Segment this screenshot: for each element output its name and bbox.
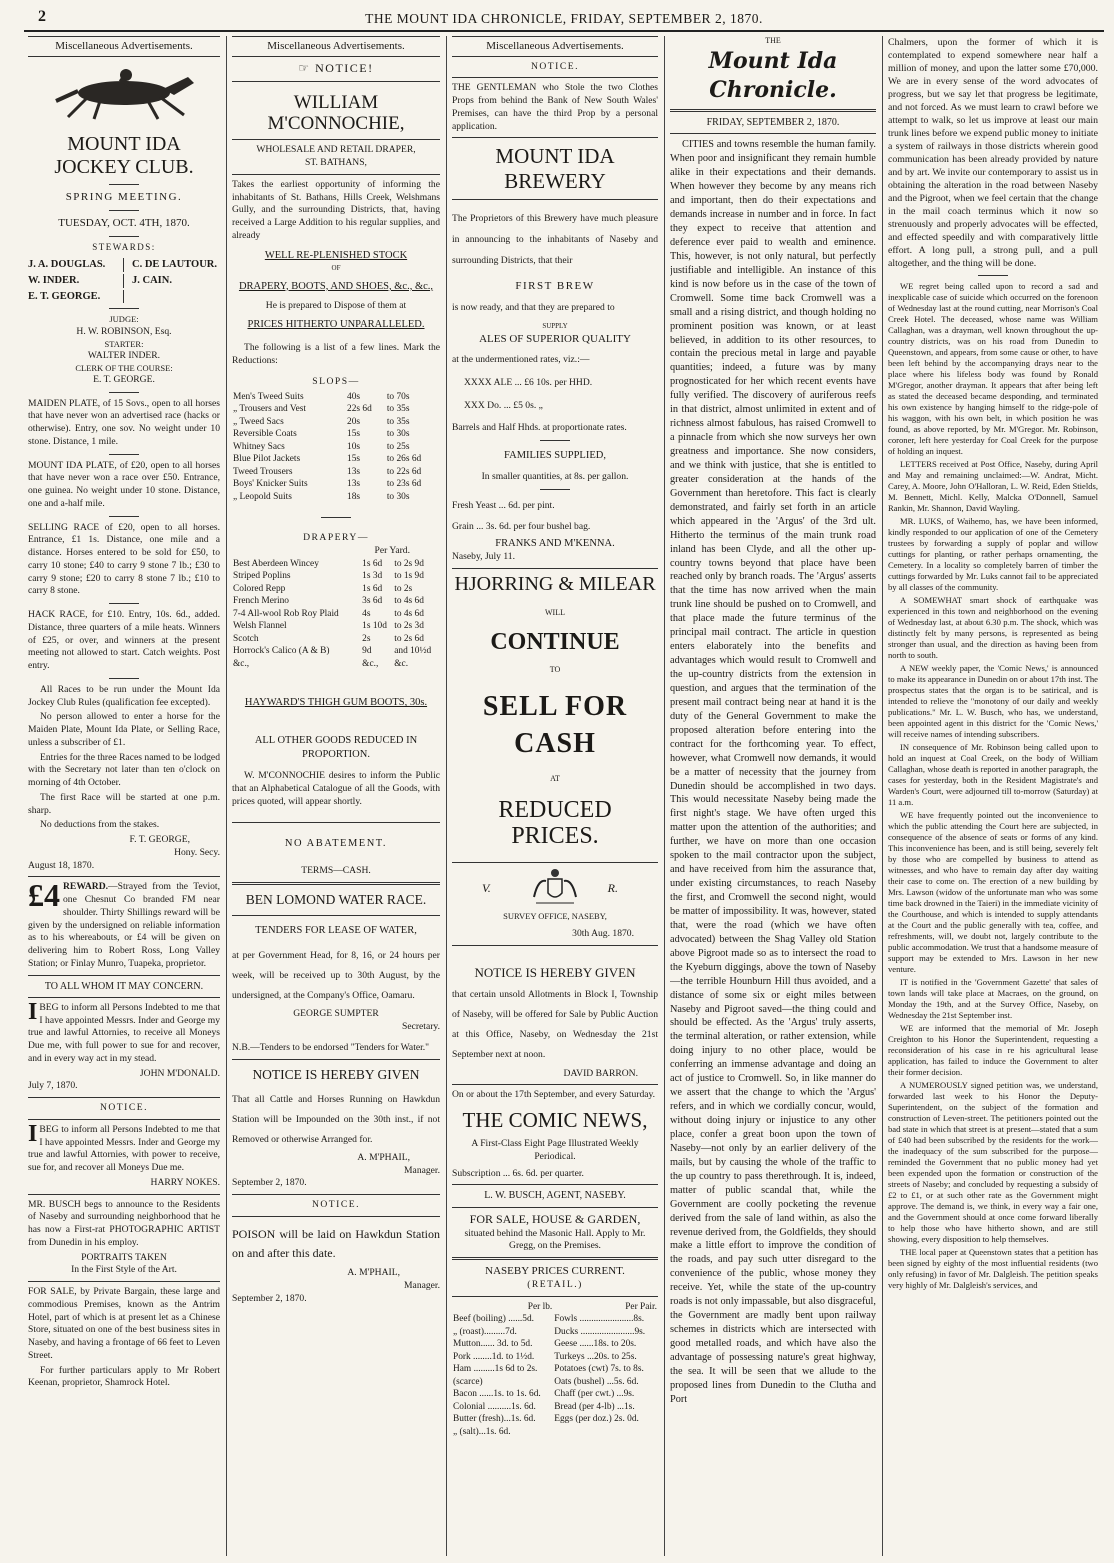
column-3: Miscellaneous Advertisements. NOTICE. THE GENTLEMAN who Stole the two Clothes Props from behind the Bank of New South Wales' Premises, can have the third Prop by a personal application. MOUNT IDA BREWERY The Proprietors of this Brewery have much pleasure in announcing to the inhabitants of Naseby and surrounding Districts, that their FIRST BREW is now ready, and that they are prepared to SUPPLY ALES OF SUPERIOR QUALITY at the undermentioned rates, viz.:— XXXX ALE ... £6 10s. per HHD. XXX Do. ... £5 0s. „ Barrels and Half Hhds. at proportionate rates. FAMILIES SUPPLIED, In smaller quantities, at 8s. per gallon. Fresh Yeast ... 6d. per pint. Grain ... 3s. 6d. per four bushel bag. FRANKS AND M'KENNA. Naseby, July 11. HJORRING & MILEAR WILL CONTINUE TO SELL FOR CASH AT REDUCED PRICES. V. R. SURVEY OFFICE, NASEBY, 30th Aug. 1870. NOTICE IS HEREBY GIVEN that certain unsold Allotments in Block I, Township of Naseby, will be offered for Sale by Public Auction at this Office, Naseby, on Wednesday the 21st September next at noon. DAVID BARRON. On or about the 17th September, and every Saturday. THE COMIC NEWS, A First-Class Eight Page Illustrated Weekly Periodical. Subscription ... 6s. 6d. per quarter. L. W. BUSCH, AGENT, NASEBY. FOR SALE, HOUSE & GARDEN, situated behind the Masonic Hall. Apply to Mr. Gregg, on the Premises. NASEBY PRICES CURRENT. (RETAIL.) Per lb. Per Pair. Beef (boiling) ......5d. Fowls .......................8s. „ (roast).........7d. Ducks .......................9s. Mutton...... 3d. to 5d. Geese ......18s. to 20s. Pork ........1d. to 1½d. Turkeys ...20s. to 25s. Ham .........1s 6d to 2s. Potatoes (cwt) 7s. to 8s. (scarce) Oats (bushel) ...5s. 6d. Bacon ......1s. to 1s. 6d. Chaff (per cwt.) ...9s. Colonial ..........1s. 6d. Bread (per 4-lb) ...1s. Butter (fresh)...1s. 6d. Eggs (per doz.) 2s. 0d. „ (salt)...1s. 6d. (452, 36, 658, 1556)
table-row: „ Leopold Suits 18s to 30s (233, 491, 410, 502)
stewards-list: J. A. DOUGLAS. C. DE LAUTOUR. W. INDER. J. CAIN. E. T. GEORGE. (28, 258, 217, 302)
slops-table (232, 391, 440, 504)
meeting-title: SPRING MEETING. (65, 191, 183, 204)
goods-heading: DRAPERY, BOOTS, AND SHOES, &c., &c., (238, 280, 434, 292)
draper-trade: WHOLESALE AND RETAIL DRAPER, (256, 144, 416, 156)
house-sale-text: situated behind the Masonic Hall. Apply to Mr. Gregg, on the Premises. (464, 1227, 646, 1252)
notice-heading: NOTICE. (311, 1199, 361, 1211)
poison-signer: A. M'PHAIL, (347, 1267, 400, 1279)
ale-rate: XXX Do. ... £5 0s. „ (464, 399, 543, 411)
notice-date: August 18, 1870. (28, 859, 95, 871)
table-row: Boys' Knicker Suits 13s to 23s 6d (233, 479, 422, 490)
table-row: Horrock's Calico (A & B) 9d and 10½d (233, 646, 432, 657)
race-mount-ida-plate: MOUNT IDA PLATE, of £20, open to all horses that have never won a race over £50. Entrance, one guinea. No weight under 10 stone. Distance, one and a-half mile. (28, 459, 220, 509)
continue-heading: CONTINUE (490, 628, 620, 655)
notice-signer: DAVID BARRON. (563, 1067, 638, 1079)
families-supplied: FAMILIES SUPPLIED, (504, 450, 606, 462)
paper-nameplate: Mount Ida Chronicle. (708, 47, 838, 103)
stewards-label: STEWARDS: (92, 241, 156, 252)
ale-rate: XXXX ALE ... £6 10s. per HHD. (464, 376, 593, 388)
house-sale-title: FOR SALE, HOUSE & GARDEN, (469, 1211, 641, 1226)
table-row: Scotch 2s to 2s 6d (233, 633, 424, 644)
table-row: Best Aberdeen Wincey 1s 6d to 2s 9d (233, 558, 424, 569)
judge-name: H. W. ROBINSON, Esq. (76, 325, 172, 337)
table-row: Colonial ..........1s. 6d. Bread (per 4-lb) ...1s. (453, 1401, 635, 1412)
tenders-title: Secretary. (402, 1021, 440, 1033)
masthead (24, 4, 1104, 32)
local-news-item: IT is notified in the 'Government Gazette' that sales of town lands will take place at Macraes, on the ground, on Monday the 19th, and at the Survey Office, Naseby, on Wednesday the 21st September inst. (888, 977, 1098, 1021)
local-news-item: THE local paper at Queenstown states that a petition has been signed by eighty of the most influential residents (two only refusing) in favor of Mr. Dalgleish. The petition speaks very highly of Mr. Dalgleish's services, and (888, 1247, 1098, 1291)
draper-place: ST. BATHANS, (305, 157, 367, 169)
brewery-title: MOUNT IDA BREWERY (495, 144, 615, 193)
comic-intro: On or about the 17th September, and every Saturday. (452, 1089, 656, 1101)
brewery-firm: FRANKS AND M'KENNA. (495, 538, 615, 550)
table-row: (scarce) Oats (bushel) ...5s. 6d. (453, 1376, 639, 1387)
column-1 (28, 36, 220, 1556)
ales-heading: ALES OF SUPERIOR QUALITY (479, 332, 631, 345)
brewery-date: Naseby, July 11. (452, 551, 515, 563)
local-news-item: WE have frequently pointed out the inconvenience to which the public attending the Court here are subjected, in consequence of the absence of seats or forms of any kind. This inconvenience has been, and is still being, severely felt by those who are compelled by business to attend as witnesses, and who have to remain day after day waiting their case to come on. The erection of a new building by Mrs. Lawson (widow of the unfortunate man who was some time back drowned in the Taieri) in the immediate vicinity of the Courthouse, and which is intended to supply attendants at the Court and the public generally with tea, coffee, and refreshments, will, we doubt not, largely contribute to the public accommodation. We trust that a handsome measure of support may be extended to Mrs. Lawson in her new venture. (888, 810, 1098, 975)
race-hack: HACK RACE, for £10. Entry, 10s. 6d., added. Distance, three quarters of a mile heats. Winners of £25, or over, and winners at the present meeting not allowed to start. Catch weights. Post entry. (28, 609, 220, 672)
local-news-item: MR. LUKS, of Waihemo, has, we have been informed, kindly responded to our application of one of the Cemetery trustees by forwarding a supply of poplar and willow cuttings for planting, or rather perhaps ornamenting, the Cemetery. In a locality so completely barren of timber the cuttings forwarded by Mr. Luks cannot fail to be appreciated by all classes of the community. (888, 516, 1098, 593)
rule-text: No deductions from the stakes. (40, 819, 160, 831)
club-name: MOUNT IDA JOCKEY CLUB. (54, 133, 194, 179)
reduced-prices: REDUCED PRICES. (498, 796, 612, 850)
abatement-line: NO ABATEMENT. (284, 838, 388, 850)
clothes-props-notice: THE GENTLEMAN who Stole the two Clothes Props from behind the Bank of New South Wales' Premises, can have the third Prop by a personal application. (452, 82, 658, 132)
race-selling: SELLING RACE of £20, open to all horses. Entrance, £1 1s. Distance, one mile and a distance. Horses entered to be sold for £50, to carry 10 stone; £40 to carry 9 stone 7 lb.; £30 to carry 9 stone; £20 to carry 8 stone 7 lb.; £10 to carry 8 stone. (28, 521, 220, 597)
table-row: Tweed Trousers 13s to 22s 6d (233, 466, 422, 477)
royal-crest: V. R. (452, 867, 658, 911)
table-row: Pork ........1d. to 1½d. Turkeys ...20s. to 25s. (453, 1351, 637, 1362)
table-row: Butter (fresh)...1s. 6d. Eggs (per doz.) 2s. 0d. (453, 1414, 639, 1425)
reduced-line: ALL OTHER GOODS REDUCED IN PROPORTION. (254, 735, 418, 761)
newspaper-title: THE MOUNT IDA CHRONICLE, FRIDAY, SEPTEMBER 2, 1870. (365, 11, 763, 26)
coat-of-arms-icon (530, 867, 580, 909)
table-row: Striped Poplins 1s 3d to 1s 9d (233, 571, 424, 582)
comic-agent: L. W. BUSCH, AGENT, NASEBY. (484, 1190, 626, 1202)
clerk-name: E. T. GEORGE. (93, 373, 155, 385)
rule-text: No person allowed to enter a horse for the Maiden Plate, Mount Ida Plate, or Selling Race, unless a subscriber of £1. (28, 711, 220, 748)
survey-office: SURVEY OFFICE, NASEBY, (503, 910, 607, 921)
catalogue-notice: W. M'CONNOCHIE desires to inform the Public that an Alphabetical Catalogue of all the Goods, with prices quoted, will appear shortly. (232, 770, 440, 807)
notice-signer: HARRY NOKES. (150, 1176, 220, 1188)
column-heading: Miscellaneous Advertisements. (28, 36, 220, 57)
race-maiden-plate: MAIDEN PLATE, of 15 Sovs., open to all horses that have never won an advertised race (hacks or otherwise). Entry, one sov. No weight under 10 stone. Distance, 1 mile. (28, 397, 220, 447)
local-news-item: WE are informed that the memorial of Mr. Joseph Creighton to his Honor the Superintendent, requesting a reconsideration of his case in re his agricultural lease application, has failed to induce the Government to alter their former decision. (888, 1023, 1098, 1078)
dispose-line: He is prepared to Dispose of them at (265, 299, 407, 311)
concern-text: IBEG to inform all Persons Indebted to me that I have appointed Messrs. Inder and George my true and lawful Attornies, to receive all Moneys Due me, with full power to sue for and recover, and in every way act in my stead. (28, 998, 220, 1064)
table-row: Ham .........1s 6d to 2s. Potatoes (cwt) 7s. to 8s. (453, 1364, 644, 1375)
draper-intro: Takes the earliest opportunity of informing the inhabitants of St. Bathans, Hills Creek, Welshmans Gully, and the surrounding Districts, that, having received a Large Addition to his regular supplies, and already (232, 178, 440, 241)
survey-date: 30th Aug. 1870. (572, 927, 634, 939)
editorial-continuation: Chalmers, upon the former of which it is contemplated to expend somewhere near half a million of money, and upon the latter some £70,000. We are in every sense of the word advocates of progress, but we say let that progress be legitimate, and not forced. As we must learn to crawl before we attempt to walk, so let us improve at least our main trunk lines before we expend public money to initiate a system of railways in those districts wherein good communication has been already provided by nature and by art. We invite our contemporary to assist us in obtaining the alteration in the road between Naseby and the Pigroot, when we feel certain that the change in the mail coach terminus which it now so strenuously and properly advocates will be effected, and effected speedily and with comparatively little effort. A long pull, a strong pull, and a pull altogether, and the thing will be done. (888, 37, 1098, 270)
notice-text: IBEG to inform all Persons Indebted to me that I have appointed Messrs. Inder and George my true and lawful Attornies, with power to receive, sue for, and recover all Moneys Due me. (28, 1120, 220, 1174)
brewery-intro: The Proprietors of this Brewery have much pleasure in announcing to the inhabitants of Naseby and surrounding Districts, that their (452, 212, 658, 266)
table-row: Colored Repp 1s 6d to 2s (233, 583, 413, 594)
sell-for-cash: SELL FOR CASH (482, 690, 628, 760)
concern-date: July 7, 1870. (28, 1080, 78, 1092)
slops-heading: SLOPS— (312, 375, 360, 387)
portraits-heading: PORTRAITS TAKEN (81, 1251, 167, 1263)
starter-name: WALTER INDER. (87, 349, 161, 361)
table-row: 7-4 All-wool Rob Roy Plaid 4s to 4s 6d (233, 608, 424, 619)
local-news-item: LETTERS received at Post Office, Naseby, during April and May and remaining unclaimed:—W. Andrat, Micht. Carey, A. Moore, John O'Halloran, L. W. Reid, Eden Stields, M. Bennett, Michl. Kelly, Malcka O'Donnell, Samuel Rankin, Mr. Shannon, David Wayling. (888, 459, 1098, 514)
boots-line: HAYWARD'S THIGH GUM BOOTS, 30s. (244, 697, 428, 709)
brew-ready: is now ready, and that they are prepared to (452, 301, 615, 313)
rule-text: Entries for the three Races named to be lodged with the Secretary not later than ten o'clock on morning of 4th October. (28, 751, 220, 789)
hjorring-title: HJORRING & MILEAR (454, 573, 656, 596)
impound-heading: NOTICE IS HEREBY GIVEN (252, 1066, 420, 1082)
editorial-date: FRIDAY, SEPTEMBER 2, 1870. (706, 117, 840, 129)
comic-desc: A First-Class Eight Page Illustrated Weekly Periodical. (471, 1138, 639, 1162)
prices-current-sub: (RETAIL.) (527, 1278, 583, 1290)
clerk-label: CLERK OF THE COURSE: (75, 362, 173, 373)
poison-notice: POISON will be laid on Hawkdun Station on and after this date. (232, 1226, 440, 1261)
impound-date: September 2, 1870. (232, 1177, 307, 1189)
poison-date: September 2, 1870. (232, 1292, 307, 1304)
notice-heading: ☞ NOTICE! (298, 60, 374, 75)
reward-amount: £4 (28, 877, 60, 914)
local-news-item: A NUMEROUSLY signed petition was, we understand, forwarded last week to his Honor the Deputy-Superintendent, on the subject of the formation and construction of Leven-street. The petitioners pointed out the bad state in which that street is at present—stated that a sum of £40 had been subscribed by the residents for the work—the inadequacy of the sum subscribed for the purpose—reminded the Government that no public money had yet been expended upon the formation or construction of the streets of Naseby; and concluded by requesting a subsidy of £2 to £1, or at such other rate as the Government might approve. The demand is, we think, in every way a fair one, and the Government should at once come forward liberally to help those who have hitherto shown, and are still showing, every disposition to help themselves. (888, 1080, 1098, 1245)
tenders-signer: GEORGE SUMPTER (293, 1008, 379, 1020)
sale-advert: FOR SALE, by Private Bargain, these large and commodious Premises, known as the Antrim Hotel, part of which is at present let as a Chinese Store, situated on one of the best business sites in Naseby, and having a frontage of 66 feet to Leven Street. (28, 1286, 220, 1361)
first-brew: FIRST BREW (515, 279, 595, 292)
table-row: Bacon ......1s. to 1s. 6d. Chaff (per cwt.) ...9s. (453, 1389, 635, 1400)
yeast-price: Fresh Yeast ... 6d. per pint. (452, 499, 555, 511)
table-row: Blue Pilot Jackets 15s to 26s 6d (233, 454, 422, 465)
judge-label: JUDGE: (109, 314, 139, 325)
editorial-text: CITIES and towns resemble the human family. When poor and insignificant they remain humble alike in their expectations and their demands. When however they become by any means rich and important, then do their expectations and demands increase in number and in force. In fact they expect to receive that attention and deference ever paid to wealth and eminence. This, however, is not only natural, but perfectly justifiable and intelligible. An instance of this kind is now before us in the case of the town of Cromwell. Some time back Cromwell was a small and a rising district, and though holding no prominent position was known, or at least believed, in addition to its other resources, to contain the precious metal in large and payable quantities; indeed, a future was by many prognosticated for her which recent events have fully verified. The discovery of auriferous reefs in that district, almost unlimited in extent and of richness almost fabulous, has raised Cromwell to a pinnacle from which she now surveys her own greatness and importance. She now considers, and we think with justice, that she is entitled to greater consideration at the hands of the Government than heretofore. This fact is clearly demonstrated, and fairly set forth in an article which appeared in the 'Argus' of the 3rd ult. Hitherto the terminus of the main trunk road inland has been Clyde, and all the other up-country towns beyond that place have been reached only by branch roads. The 'Argus' asserts that the time has now arrived when the main trunk line should be pushed on to Cromwell, and that place made the future terminus of the principal mail contract. The article in question enters elaborately into the benefits and advantages which would result to Cromwell and the up-country districts from the extension in question, and argues that the termination of the present mail contract being near at hand it is the duty of the General Government to make the proposed alteration before entering into the contract for the forthcoming year. To effect, however, what Cromwell now demands, it would be a matter of necessity that the journey from Dunedin should be accomplished in two days. This would necessitate Naseby being made the first night's stage. We have often urged this matter upon the attention of the authorities; and further, we have on more than one occasion spoken to the mail contractor upon the subject, and have received from him the assurance that, under existing circumstances, to reach Naseby the first, and Cromwell the second night, would be matter of impossibility. It was, however, stated that, were the road (which we have often advocated) between the Shag Valley old Station above Pigroot made so as to intersect the road to the Kyeburn diggings, above the town of Naseby—the terrible Hounburn Hill thus avoided, and a distance of some six or eight miles between Naseby and Pigroot saved—the thing could and should be effected. As the 'Argus' truly asserts, the terminal alteration, or rather extension, while doing injury to no other place, would be conferring an immense advantage and doing an act of justice to Cromwell. So, in like manner do we assert that the change to which the 'Argus' refers, and in which we cordially concur, would, without doing injury or injustice to any other place, confer a great boon upon the town of Naseby—not only by an earlier delivery of the mails, but by causing the whole of the traffic to the up country to pass therethrough. It is, indeed, matter of public scandal that, while the Government are coolly pocketing the revenue derived from the sale of land within, as also the revenue derived from, the Goldfields, they should make a little effort to improve the condition of the roads, and pay such utter disregard to the convenience of the public, whose money they receive. Yet, while the state of the up-country roads is not only impassable, but also disgraceful, the Government are madly bent upon railway schemes in districts which are intersected with good metalled roads, and which have also the advantage of possessing nature's great highway, the sea. It will be seen that we allude to the proposed lines from Dunedin to the Clutha and Port (670, 139, 876, 1405)
notice-heading: NOTICE. (530, 60, 580, 72)
notice-given-heading: NOTICE IS HEREBY GIVEN (474, 964, 636, 980)
busch-advert: MR. BUSCH begs to announce to the Residents of Naseby and surrounding neighborhood that he has now a First-rat PHOTOGRAPHIC ARTIST from Dunedin in his employ. (28, 1198, 220, 1248)
drapery-heading: DRAPERY— (303, 532, 369, 544)
reward-notice: £4 REWARD.—Strayed from the Teviot, one Chesnut Co branded FM near shoulder. Thirty Shillings reward will be given by the undersigned on reliable information as to his whereabouts, or £4 will be given on delivering him to Robert Ross, Long Valley Station; or Finlay Munro, Tuapeka, proprietor. (28, 877, 220, 969)
terms-line: TERMS—CASH. (301, 865, 371, 877)
table-row: Beef (boiling) ......5d. Fowls .......................8s. (453, 1314, 645, 1325)
racehorse-illustration (28, 61, 220, 123)
local-news-item: IN consequence of Mr. Robinson being called upon to hold an inquest at Coal Creek, on the body of William Callaghan, whose death is reported in another paragraph, the cases for yesterday, both in the Resident Magistrate's and Warden's Court, were adjourned till to-morrow (Saturday) at 11 a.m. (888, 742, 1098, 808)
smaller-quantities: In smaller quantities, at 8s. per gallon. (481, 471, 629, 483)
prices-current-title: NASEBY PRICES CURRENT. (485, 1265, 625, 1278)
stock-heading: WELL RE-PLENISHED STOCK (264, 249, 408, 261)
page-number: 2 (38, 8, 46, 25)
concern-heading: TO ALL WHOM IT MAY CONCERN. (44, 980, 204, 992)
pointing-hand-icon: ☞ (298, 60, 316, 75)
water-race-title: BEN LOMOND WATER RACE. (245, 891, 427, 907)
starter-label: STARTER: (104, 338, 144, 349)
impound-signer: A. M'PHAIL, (357, 1151, 410, 1163)
poison-title: Manager. (404, 1280, 440, 1292)
table-row: „ (salt)...1s. 6d. (453, 1426, 511, 1437)
secretary-name: F. T. GEORGE, (129, 834, 190, 846)
table-row: Reversible Coats 15s to 30s (233, 429, 410, 440)
prices-table: Per lb. Per Pair. Beef (boiling) ......5d. Fowls .......................8s. „ (roast).........7d. Ducks .......................9s. Mutton...... 3d. to 5d. Geese ......18s. to 20s. Pork ........1d. to 1½d. Turkeys ...20s. to 25s. Ham .........1s 6d to 2s. Potatoes (cwt) 7s. to 8s. (scarce) Oats (bushel) ...5s. 6d. Bacon ......1s. to 1s. 6d. Chaff (per cwt.) ...9s. Colonial ..........1s. 6d. Bread (per 4-lb) ...1s. Butter (fresh)...1s. 6d. Eggs (per doz.) 2s. 0d. „ (salt)...1s. 6d. (453, 1301, 657, 1437)
drapery-table (232, 558, 440, 671)
table-row: Men's Tweed Suits 40s to 70s (233, 391, 410, 402)
comic-news-title: THE COMIC NEWS, (462, 1108, 648, 1133)
meeting-date: TUESDAY, OCT. 4TH, 1870. (58, 217, 190, 229)
rule-text: All Races to be run under the Mount Ida Jockey Club Rules (qualification fee excepted). (28, 683, 220, 708)
local-news-item: A NEW weekly paper, the 'Comic News,' is announced to make its appearance in Dunedin on or about 17th inst. The prospectus states that the organ is to be satirical, and is intended to relieve the "monotony of our daily and weekly publications." Mr. L. W. Busch, who has, we understand, been appointed agent in this district for the 'Comic News,' will receive names of intending subscribers. (888, 663, 1098, 740)
barrels-line: Barrels and Half Hhds. at proportionate rates. (452, 422, 627, 434)
sale-advert-contact: For further particulars apply to Mr Robert Keenan, proprietor, Shamrock Hotel. (28, 1364, 220, 1389)
table-row: „ Tweed Sacs 20s to 35s (233, 416, 410, 427)
portraits-sub: In the First Style of the Art. (71, 1264, 177, 1276)
tenders-nb: N.B.—Tenders to be endorsed "Tenders for Water." (232, 1041, 430, 1053)
impound-title: Manager. (404, 1164, 440, 1176)
table-row: „ Trousers and Vest 22s 6d to 35s (233, 404, 410, 415)
local-news-item: A SOMEWHAT smart shock of earthquake was experienced in this town and neighborhood on the evening of Wednesday last, at about 6.30 p.m. The shock, which was distinctly felt by many persons, is represented as being stronger than usual, and the direction as having been from north to south. (888, 595, 1098, 661)
table-row: Welsh Flannel 1s 10d to 2s 3d (233, 621, 424, 632)
column-heading: Miscellaneous Advertisements. (232, 36, 440, 57)
impound-text: That all Cattle and Horses Running on Hawkdun Station will be Impounded on the 30th inst., if not Removed or otherwise Arranged for. (232, 1093, 440, 1145)
table-row: French Merino 3s 6d to 4s 6d (233, 596, 424, 607)
column-2: Miscellaneous Advertisements. ☞ NOTICE! WILLIAM M'CONNOCHIE, WHOLESALE AND RETAIL DRAPER, ST. BATHANS, Takes the earliest opportunity of informing the inhabitants of St. Bathans, Hills Creek, Welshmans Gully, and the surrounding Districts, that, having received a Large Addition to his regular supplies, and already WELL RE-PLENISHED STOCK OF DRAPERY, BOOTS, AND SHOES, &c., &c., He is prepared to Dispose of them at PRICES HITHERTO UNPARALLELED. The following is a list of a few lines. Mark the Reductions: SLOPS— Men's Tweed Suits 40s to 70s „ Trousers and Vest 22s 6d to 35s „ Tweed Sacs 20s to 35s Reversible Coats 15s to 30s Whitney Sacs 10s to 25s Blue Pilot Jackets 15s to 26s 6d Tweed Trousers 13s to 22s 6d Boys' Knicker Suits 13s to 23s 6d „ Leopold Suits 18s to 30s DRAPERY— Per Yard. Best Aberdeen Wincey 1s 6d to 2s 9d Striped Poplins 1s 3d to 1s 9d Colored Repp 1s 6d to 2s French Merino 3s 6d to 4s 6d 7-4 All-wool Rob Roy Plaid 4s to 4s 6d Welsh Flannel 1s 10d to 2s 3d Scotch 2s to 2s 6d Horrock's Calico (A & B) 9d and 10½d &c., &c., &c. HAYWARD'S THIGH GUM BOOTS, 30s. ALL OTHER GOODS REDUCED IN PROPORTION. W. M'CONNOCHIE desires to inform the Public that an Alphabetical Catalogue of all the Goods, with prices quoted, will appear shortly. NO ABATEMENT. TERMS—CASH. BEN LOMOND WATER RACE. TENDERS FOR LEASE OF WATER, at per Government Head, for 8, 16, or 24 hours per week, will be received up to 30th August, by the undersigned, at the Company's Office, Oamaru. GEORGE SUMPTER Secretary. N.B.—Tenders to be endorsed "Tenders for Water." NOTICE IS HEREBY GIVEN That all Cattle and Horses Running on Hawkdun Station will be Impounded on the 30th inst., if not Removed or otherwise Arranged for. A. M'PHAIL, Manager. September 2, 1870. NOTICE. POISON will be laid on Hawkdun Station on and after this date. A. M'PHAIL, Manager. September 2, 1870. (232, 36, 440, 1556)
grain-price: Grain ... 3s. 6d. per four bushel bag. (452, 520, 591, 532)
concern-signer: JOHN M'DONALD. (139, 1067, 220, 1079)
list-intro: The following is a list of a few lines. Mark the Reductions: (232, 342, 440, 367)
tenders-heading: TENDERS FOR LEASE OF WATER, (255, 924, 417, 936)
column-heading: Miscellaneous Advertisements. (452, 36, 658, 57)
comic-subscription: Subscription ... 6s. 6d. per quarter. (452, 1167, 584, 1179)
secretary-title: Hony. Secy. (174, 846, 220, 858)
notice-heading: NOTICE. (99, 1102, 149, 1114)
tenders-text: at per Government Head, for 8, 16, or 24 hours per week, will be received up to 30th August, by the undersigned, at the Company's Office, Oamaru. (232, 949, 440, 1002)
rule-text: The first Race will be started at one p.m. sharp. (28, 791, 220, 816)
table-row: &c., &c., &c. (233, 658, 409, 669)
draper-name: WILLIAM M'CONNOCHIE, (267, 91, 405, 135)
table-row: Mutton...... 3d. to 5d. Geese ......18s. to 20s. (453, 1339, 637, 1350)
prices-heading: PRICES HITHERTO UNPARALLELED. (247, 319, 425, 331)
table-row: Whitney Sacs 10s to 25s (233, 441, 410, 452)
allotments-notice: that certain unsold Allotments in Block I, Township of Naseby, will be offered for Sale by Public Auction at this Office, Naseby, on Wednesday the 21st September next at noon. (452, 988, 658, 1061)
column-5 (888, 36, 1098, 1556)
table-row: „ (roast).........7d. Ducks .......................9s. (453, 1326, 646, 1337)
column-4: THE Mount Ida Chronicle. FRIDAY, SEPTEMBER 2, 1870. CITIES and towns resemble the human family. When poor and insignificant they remain humble alike in their expectations and their demands. When however they become by any means rich and important, then do their expectations and demands increase in number and in force. In fact they expect to receive that attention and deference ever paid to wealth and eminence. This, however, is not only natural, but perfectly justifiable and intelligible. An instance of this kind is now before us in the case of the town of Cromwell. Some time back Cromwell was a small and a rising district, and though holding no prominent position was known, or at least believed, in addition to its other resources, to contain the precious metal in large and payable quantities; indeed, a future was by many prognosticated for her which recent events have fully verified. The discovery of auriferous reefs in that district, almost unlimited in extent and of richness almost fabulous, has raised Cromwell to a pinnacle from which she now surveys her own greatness and importance. She now considers, and we think with justice, that she is entitled to greater consideration at the hands of the Government than heretofore. This fact is clearly demonstrated, and fairly set forth in an article which appeared in the 'Argus' of the 3rd ult. Hitherto the terminus of the main trunk road inland has been Clyde, and all the other up-country towns beyond that place have been reached only by branch roads. The 'Argus' asserts that the time has now arrived when the main trunk line should be pushed on to Cromwell, and that place made the future terminus of the principal mail contract. The article in question enters elaborately into the benefits and advantages which would result to Cromwell and the up-country districts from the extension in question, and argues that the termination of the present mail contract being near at hand it is the duty of the General Government to make the proposed alteration before entering into the contract for the forthcoming year. To effect, however, what Cromwell now demands, it would be a matter of necessity that the journey from Dunedin should be accomplished in two days. This would necessitate Naseby being made the first night's stage. We have often urged this matter upon the attention of the authorities; and further, we have on more than one occasion spoken to the mail contractor upon the subject, and have received from him the assurance that, under existing circumstances, to reach Naseby the first, and Cromwell the second night, would be matter of impossibility. It was, however, stated that, were the road (which we have often advocated) between the Shag Valley old Station above Pigroot made so as to intersect the road to the Kyeburn diggings, above the town of Naseby—the terrible Hounburn Hill thus avoided, and a distance of some six or eight miles between Naseby and Pigroot saved—the thing could and should be effected. As the 'Argus' truly asserts, the terminal alteration, or rather extension, while doing injury to no other place, would be conferring an immense advantage and doing an act of justice to Cromwell. So, in like manner do we assert that the change to which the 'Argus' refers, and in which we cordially concur, would, without doing injury or injustice to any other place, confer a great boon upon the town of Naseby—not only by an earlier delivery of the mails, but by causing the whole of the traffic to the up country to pass therethrough. It is, indeed, matter of public scandal that, while the Government are coolly pocketing the revenue derived from the sale of land within, as also the revenue derived from, the Goldfields, they should make a little effort to improve the condition of the roads, and pay such utter disregard to the convenience of the public, whose money they receive. Yet, while the state of the up-country roads is not only impassable, but also disgraceful, the Government are madly bent upon railway schemes in districts which are intersected with good metalled roads, and which have also the advantage of possessing nature's great highway, the sea. It will be seen that we allude to the proposed lines from Dunedin to the Clutha and Port (670, 36, 876, 1405)
local-news-item: WE regret being called upon to record a sad and inexplicable case of suicide which occurred on the forenoon of Wednesday last at the round cutting, near Morrison's Coal Creek Hotel. The deceased, whose name was William Callaghan, was a drayman, well known throughout the up-country districts, was on his road from Dunedin to Queenstown, and appears, from some cause or other, to have been left behind by the accompanying drays near to the place where his lifeless body was found by Ronald M'Gregor, another drayman. It appears that after being left as stated the deceased became desponding, and terminated his own existence by hanging himself to the ridge-pole of his waggon, with his own belt, in which position he was found, as above reported, by Mr. M'Gregor. Mr. Robinson, coroner, left here yesterday for Coal Creek for the purpose of holding an inquest. (888, 281, 1098, 457)
